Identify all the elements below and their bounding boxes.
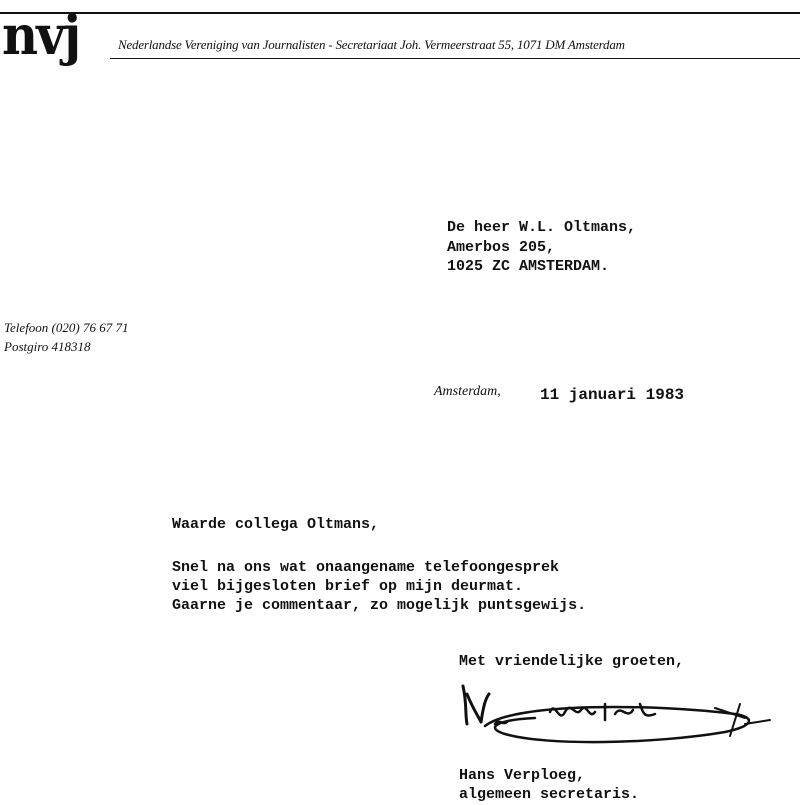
salutation: Waarde collega Oltmans, [172,516,380,533]
recipient-street: Amerbos 205, [447,239,556,256]
telephone-number: Telefoon (020) 76 67 71 [4,320,129,335]
dateline-place: Amsterdam, [434,384,501,399]
organization-address: Nederlandse Vereniging van Journalisten - Secretariaat Joh. Vermeerstraat 55, 1071 DM Amsterdam [118,37,625,52]
dateline-date: 11 januari 1983 [540,386,685,404]
body-line-2: viel bijgesloten brief op mijn deurmat. [172,578,524,595]
top-rule [0,12,800,14]
closing-greeting: Met vriendelijke groeten, [459,653,685,670]
postgiro-number: Postgiro 418318 [4,339,91,354]
handwritten-signature [455,674,775,754]
recipient-city: 1025 ZC AMSTERDAM. [447,258,610,275]
nvj-logo: nvj [2,3,80,67]
letterhead-underline [110,58,800,59]
body-line-1: Snel na ons wat onaangename telefoongesprek [172,559,560,576]
signatory-title: algemeen secretaris. [459,786,640,803]
recipient-name: De heer W.L. Oltmans, [447,219,637,236]
signatory-name: Hans Verploeg, [459,767,586,784]
body-line-3: Gaarne je commentaar, zo mogelijk puntsgewijs. [172,597,587,614]
